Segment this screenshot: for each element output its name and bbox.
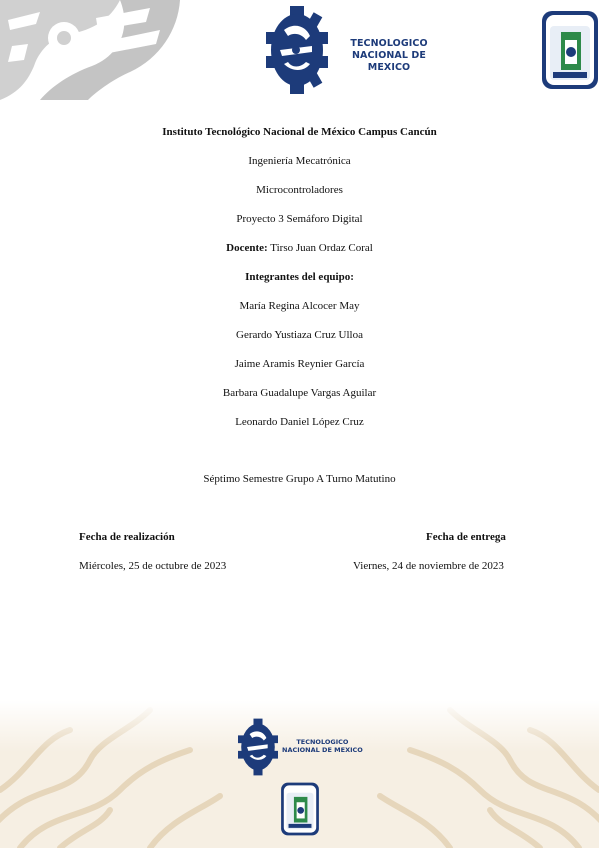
semester-group: Séptimo Semestre Grupo A Turno Matutino [203,473,396,485]
team-member: Leonardo Daniel López Cruz [235,416,364,428]
teacher-line [0,241,599,255]
wordmark-line-2: NACIONAL DE MEXICO [351,50,427,73]
footer-wordmark-line-1: TECNOLOGICO [296,738,349,746]
teacher-label: Docente: [226,242,268,254]
footer-campus-seal-icon [280,782,320,836]
delivery-date: Viernes, 24 de noviembre de 2023 [353,560,504,572]
tecnm-logo [266,6,446,94]
realization-date: Miércoles, 25 de octubre de 2023 [79,560,227,572]
footer-wordmark-line-2: NACIONAL DE MEXICO [282,746,363,754]
project-title: Proyecto 3 Semáforo Digital [236,213,363,225]
gear-icon [238,718,278,776]
corner-ornament [0,0,185,100]
gear-icon [266,6,328,94]
team-member: Barbara Guadalupe Vargas Aguilar [222,387,377,399]
delivery-date-label: Fecha de entrega [426,531,506,543]
team-member: María Regina Alcocer May [239,300,360,312]
career-name: Ingeniería Mecatrónica [248,155,351,167]
footer-tecnm-logo [238,718,368,778]
campus-seal-icon [541,10,599,90]
teacher-name: Tirso Juan Ordaz Coral [267,242,373,254]
wordmark-line-1: TECNOLOGICO [350,38,428,49]
realization-date-label: Fecha de realización [79,531,175,543]
team-heading: Integrantes del equipo: [245,271,354,283]
footer-tecnm-wordmark [282,738,363,754]
team-member: Gerardo Yustiaza Cruz Ulloa [236,329,363,341]
tecnm-wordmark [332,38,446,74]
institution-name: Instituto Tecnológico Nacional de México Campus Cancún [162,126,437,138]
subject-name: Microcontroladores [256,184,343,196]
team-member: Jaime Aramis Reynier García [234,358,365,370]
